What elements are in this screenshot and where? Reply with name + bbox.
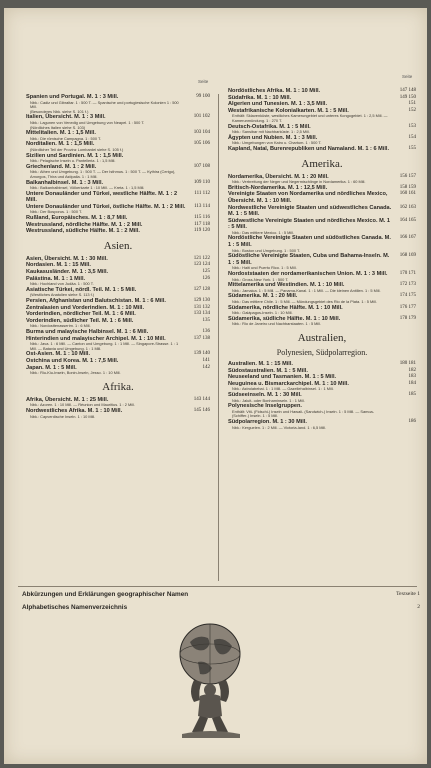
entry-title: Mittelitalien. M. 1 : 1,5 Mill. xyxy=(26,130,96,137)
index-entry xyxy=(228,316,416,327)
index-entry xyxy=(26,204,210,215)
entry-title: Rußland, Europäisches. M. 1 : 8,7 Mill. xyxy=(26,215,128,222)
entry-title: Asiatische Türkei, nördl. Teil. M. 1 : 5 Mill. xyxy=(26,286,137,293)
entry-title: Kaukasusländer. M. 1 : 3,5 Mill. xyxy=(26,269,109,276)
entry-note: Nbk.: Rio de Janeiro und Nachbarstaaten. 1 : 5 Mill. xyxy=(232,321,322,327)
entry-note: Nbk.: Das mittlere Chile. 1 : 5 Mill. — Mündungsgebiet des Rio de la Plata. 1 : 5 Mill. xyxy=(232,299,377,304)
entry-pages: 111 112 xyxy=(194,190,210,196)
entry-title: Persien, Afghanistan und Balutschistan. M. 1 : 6 Mill. xyxy=(26,298,166,304)
entry-pages: 127 128 xyxy=(193,286,210,292)
entry-title: Algerien und Tunesien. M. 1 : 3,5 Mill. xyxy=(228,101,328,108)
entry-note: Nbk.: Das mittlere Mexico. 1 : 5 Mill. xyxy=(232,229,295,235)
entry-note: Nbk.: Jamaica. 1 : 5 Mill. — Panama-Kanal. 1 : 1 Mill. — Die kleinen Antillen. 1 : 5 Mill. xyxy=(232,287,381,293)
entry-title: Nordasien. M. 1 : 15 Mill. xyxy=(26,262,91,269)
entry-title: Untere Donauländer und Türkei, östliche Hälfte. M. 1 : 2 Mill. xyxy=(26,203,186,210)
entry-title: Westrussland, nördliche Hälfte. M. 1 : 2 Mill. xyxy=(26,221,143,228)
index-entry xyxy=(26,397,210,408)
entry-title: Ostchina und Korea. M. 1 : 7,5 Mill. xyxy=(26,357,119,364)
entry-note: Nbk.: Umgebungen von Kairo u. Chartum. 1 : 500 T. xyxy=(232,140,322,146)
entry-title: Südseeinseln. M. 1 : 30 Mill. xyxy=(228,391,302,398)
entry-pages: 142 xyxy=(202,364,210,370)
entry-pages: 113 114 xyxy=(194,203,210,209)
entry-title: Australien. M. 1 : 15 Mill. xyxy=(228,360,293,367)
index-entry xyxy=(26,351,210,358)
index-entry xyxy=(26,191,210,204)
index-entry xyxy=(228,253,416,271)
entry-note: Nbk.: Riu-Kiu-Inseln, Bonin-Inseln, Jesso. 1 : 10 Mill. xyxy=(30,370,121,376)
entry-title: Griechenland. M. 1 : 2 Mill. xyxy=(26,163,97,170)
index-entry xyxy=(228,374,416,381)
entry-pages: 182 xyxy=(408,367,416,373)
entry-note: Nbk.: Astrolabebai. 1 : 1 Mill. — Gazellehalbinsel. 1 : 1 Mill. xyxy=(232,386,334,392)
index-entry xyxy=(26,153,210,164)
entry-title: Balkanhalbinsel. M. 1 : 3 Mill. xyxy=(26,179,104,186)
index-entry xyxy=(228,185,416,192)
entry-pages: 176 177 xyxy=(399,304,416,310)
entry-title: Deutsch-Ostafrika. M. 1 : 5 Mill. xyxy=(228,123,311,130)
entry-pages: 155 xyxy=(408,145,416,151)
entry-title: Vereinigte Staaten von Nordamerika und nördliches Mexico, Übersicht. M. 1 : 10 Mill. xyxy=(228,191,388,204)
entry-title: Spanien und Portugal. M. 1 : 3 Mill. xyxy=(26,94,119,100)
index-entry xyxy=(228,368,416,375)
entry-note: (Nördlicher Teil der Provinz Lombardei siehe S. 105 f.) xyxy=(30,146,124,152)
entry-title: Nordamerika, Übersicht. M. 1 : 20 Mill. xyxy=(228,173,329,180)
entry-note: Nbk.: Sansibar mit Nachbarküste. 1 : 2,5 Mill. xyxy=(232,129,310,135)
index-entry xyxy=(26,164,210,180)
entry-title: Südamerika. M. 1 : 20 Mill. xyxy=(228,293,298,300)
entry-note: (Nördliches Italien siehe S. 103) xyxy=(30,124,86,130)
index-entry xyxy=(26,222,210,229)
entry-note: Nbk.: Haiti und Puerto Rico. 1 : 5 Mill. xyxy=(232,265,297,271)
footer-divider xyxy=(18,586,417,587)
entry-note: Nbk.: Hochland von Judäa. 1 : 500 T. xyxy=(30,281,94,287)
entry-pages: 172 173 xyxy=(399,282,416,288)
index-entry xyxy=(26,180,210,191)
index-entry xyxy=(228,392,416,403)
entry-pages: 99 100 xyxy=(196,94,210,99)
entry-note: (Westliches Anatolien siehe S. 113 f.) xyxy=(30,292,95,298)
index-entry xyxy=(26,256,210,263)
entry-note: Nbk.: Athen und Umgebung. 1 : 500 T. — Der Isthmus. 1 : 500 T. — Kythira (Cerigo), Amorgos, Thira und Astipalia. 1 : 1 Mill. xyxy=(30,169,176,179)
footer-abbrev-label: Abkürzungen und Erklärungen geographischer Namen xyxy=(22,591,189,598)
entry-pages: 103 104 xyxy=(193,130,210,136)
left-column xyxy=(26,94,210,419)
entry-title: Westafrikanische Kolonialkarten. M. 1 : 5 Mill. xyxy=(228,107,349,114)
entry-note: Nbk.: Der Bosporus. 1 : 500 T. xyxy=(30,209,83,215)
index-entry xyxy=(228,403,416,419)
index-entry xyxy=(228,282,416,293)
index-entry xyxy=(228,419,416,430)
right-column xyxy=(228,88,416,430)
index-entry xyxy=(26,311,210,318)
entry-pages: 178 179 xyxy=(399,315,416,321)
index-entry xyxy=(228,205,416,218)
entry-note: (Besonderes Nbk. siehe S. 101 f.) xyxy=(30,108,89,114)
index-entry xyxy=(26,318,210,329)
entry-note: Nbk.: Capverdische Inseln. 1 : 10 Mill. xyxy=(30,413,96,419)
column-divider xyxy=(218,94,219,581)
entry-note: Nbk.: Java. 1 : 6 Mill. — Canton und Umgebung. 1 : 1 Mill. — Singapore-Strasse. 1 : 1 Mill. — Batavia und Umgebung. 1 : 1 Mill. xyxy=(30,341,179,351)
entry-note: Nbk.: Nordosttenasserim. 1 : 6 Mill. xyxy=(30,323,91,329)
index-entry xyxy=(26,130,210,141)
entry-title: Sizilien und Sardinien. M. 1 : 1,5 Mill. xyxy=(26,152,124,159)
index-entry xyxy=(26,114,210,130)
index-entry xyxy=(26,358,210,365)
entry-note: Nbk.: Lagunen von Venedig und Umgebung von Neapel. 1 : 500 T. xyxy=(30,119,145,125)
entry-pages: 136 xyxy=(202,328,210,334)
entry-title: Neuseeland und Tasmanien. M. 1 : 5 Mill. xyxy=(228,374,337,381)
index-entry xyxy=(26,94,210,114)
footer-index-page: 2 xyxy=(417,604,420,610)
entry-pages: 145 146 xyxy=(193,407,210,413)
entry-title: Ägypten und Nubien. M. 1 : 3 Mill. xyxy=(228,134,318,141)
entry-pages: 185 xyxy=(408,391,416,397)
entry-pages: 125 xyxy=(202,269,210,275)
entry-title: Japan. M. 1 : 5 Mill. xyxy=(26,364,77,371)
entry-note: Enthält: Sklavenküste, westliches Kamerungebiet und unteres Kongogebiet. 1 : 2,5 Mill. — Kamerunmündung. 1 : 270 T. xyxy=(232,113,388,123)
entry-title: Südamerika, südliche Hälfte. M. 1 : 10 Mill. xyxy=(228,315,341,322)
index-entry xyxy=(228,293,416,304)
entry-title: Südamerika, nördliche Hälfte. M. 1 : 10 Mill. xyxy=(228,304,343,311)
index-entry xyxy=(26,365,210,376)
index-entry xyxy=(26,276,210,287)
entry-title: Zentralasien und Vorderindien. M. 1 : 10 Mill. xyxy=(26,304,145,311)
index-entry xyxy=(26,262,210,269)
page-header-right: Seite xyxy=(402,74,413,79)
index-entry xyxy=(26,287,210,298)
entry-pages: 166 167 xyxy=(399,235,416,241)
entry-pages: 119 120 xyxy=(193,228,210,234)
footer-line-abbreviations xyxy=(22,591,420,598)
entry-pages: 153 xyxy=(408,123,416,129)
index-entry xyxy=(228,235,416,253)
entry-note: Nbk.: Boston und Umgebung. 1 : 500 T. xyxy=(232,247,301,253)
index-entry xyxy=(228,146,416,153)
entry-title: Vorderindien, südlicher Teil. M. 1 : 6 Mill. xyxy=(26,317,134,324)
entry-title: Nordöstliches Afrika. M. 1 : 10 Mill. xyxy=(228,88,321,94)
entry-title: Nordöstliche Vereinigte Staaten und südöstliches Canada. M. 1 : 5 Mill. xyxy=(228,235,391,249)
entry-pages: 160 161 xyxy=(399,191,416,197)
index-entry xyxy=(26,305,210,312)
entry-title: Hinterindien und malayischer Archipel. M. 1 : 10 Mill. xyxy=(26,335,166,342)
entry-title: Norditalien. M. 1 : 1,5 Mill. xyxy=(26,141,95,148)
entry-note: Nbk.: Gross-New York. 1 : 500 T. xyxy=(232,276,289,282)
entry-title: Nordwestliche Vereinigte Staaten und südwestliches Canada. M. 1 : 5 Mill. xyxy=(228,204,392,218)
entry-title: Neuguinea u. Bismarckarchipel. M. 1 : 10 Mill. xyxy=(228,380,349,387)
entry-title: Britisch-Nordamerika. M. 1 : 12,5 Mill. xyxy=(228,184,328,191)
entry-pages: 162 163 xyxy=(399,204,416,210)
index-entry xyxy=(26,336,210,352)
footer-index-label: Alphabetisches Namenverzeichnis xyxy=(22,604,128,611)
entry-title: Südpolarregion. M. 1 : 30 Mill. xyxy=(228,418,307,425)
entry-pages: 121 122 xyxy=(193,255,210,261)
entry-pages: 184 xyxy=(408,380,416,386)
entry-note: Nbk.: Cadiz und Gibraltar. 1 : 500 T. — Spanische und portugiesische Kolonien 1 : 500 Mill. xyxy=(30,99,179,110)
footer-line-index xyxy=(22,604,420,611)
entry-pages: 101 102 xyxy=(193,114,210,120)
entry-pages: 109 110 xyxy=(193,179,210,185)
entry-title: Burma und malayische Halbinsel. M. 1 : 6 Mill. xyxy=(26,328,149,335)
section-heading: Amerika. xyxy=(301,157,343,170)
entry-pages: 156 157 xyxy=(399,173,416,179)
entry-pages: 139 140 xyxy=(193,351,210,357)
entry-title: Südöstliche Vereinigte Staaten, Cuba und Bahama-Inseln. M. 1 : 5 Mill. xyxy=(228,253,390,266)
entry-pages: 149 150 xyxy=(399,94,416,100)
page-header-left: Seite xyxy=(198,79,209,84)
entry-note: Nbk.: Galápagos-Inseln. 1 : 10 Mill. xyxy=(232,310,293,316)
entry-pages: 174 175 xyxy=(399,293,416,299)
index-entry xyxy=(228,88,416,95)
index-entry xyxy=(228,135,416,146)
entry-title: Südwestliche Vereinigte Staaten und nördliches Mexico. M. 1 : 5 Mill. xyxy=(228,217,390,231)
entry-note: Nbk.: Kerguelen. 1 : 2 Mill. — Victoria-land. 1 : 6,5 Mill. xyxy=(232,424,327,430)
entry-title: Asien, Übersicht. M. 1 : 30 Mill. xyxy=(26,255,108,262)
entry-pages: 131 132 xyxy=(193,304,210,310)
index-entry xyxy=(228,271,416,282)
index-entry xyxy=(228,101,416,108)
section-heading: Asien. xyxy=(103,239,133,252)
entry-title: Kapland, Natal, Burenrepubliken und Namaland. M. 1 : 6 Mill. xyxy=(228,145,390,152)
section-heading: Afrika. xyxy=(102,380,134,393)
entry-pages: 143 144 xyxy=(193,396,210,402)
index-entry xyxy=(228,381,416,392)
entry-title: Untere Donauländer und Türkei, westliche Hälfte. M. 1 : 2 Mill. xyxy=(26,190,178,204)
entry-pages: 105 106 xyxy=(193,141,210,147)
entry-pages: 141 xyxy=(202,357,210,363)
entry-title: Südafrika. M. 1 : 10 Mill. xyxy=(228,94,292,101)
index-entry xyxy=(26,408,210,419)
footer-abbrev-page: Textseite 1 xyxy=(396,591,420,597)
entry-note: Nbk.: Balkanhalbinsel, Völkerkarte 1 : 10 Mill. — Kreta. 1 : 1,5 Mill. xyxy=(30,185,145,191)
atlas-index-page xyxy=(4,8,427,764)
entry-title: Afrika, Übersicht. M. 1 : 25 Mill. xyxy=(26,396,109,403)
entry-pages: 186 xyxy=(408,418,416,424)
index-entry xyxy=(26,329,210,336)
entry-title: Ost-Asien. M. 1 : 10 Mill. xyxy=(26,351,91,358)
entry-pages: 117 118 xyxy=(194,221,210,227)
entry-pages: 168 169 xyxy=(399,253,416,259)
index-entry xyxy=(228,174,416,185)
index-entry xyxy=(26,298,210,305)
entry-pages: 152 xyxy=(408,107,416,113)
index-entry xyxy=(26,141,210,152)
entry-pages: 137 138 xyxy=(193,335,210,341)
entry-title: Vorderindien, nördlicher Teil. M. 1 : 6 Mill. xyxy=(26,311,136,318)
entry-note: Enthält: Viti- (Fidschi-) Inseln und Hawaii- (Sandwich-) Inseln. 1 : 5 Mill. — Samoa- (Schiffer-) Inseln. 1 : 5 Mill. xyxy=(232,408,374,419)
entry-pages: 180 181 xyxy=(399,360,416,366)
entry-note: Nbk.: Pelagische Inseln u. Pantelleria. 1 : 1,5 Mill. xyxy=(30,158,116,164)
entry-note: Nbk.: Azoren. 1 : 10 Mill. — Réunion und Mauritius. 1 : 2 Mill. xyxy=(30,402,135,408)
entry-pages: 158 159 xyxy=(399,184,416,190)
entry-pages: 133 134 xyxy=(193,311,210,317)
index-entry xyxy=(26,228,210,235)
entry-pages: 170 171 xyxy=(399,271,416,277)
index-entry xyxy=(26,269,210,276)
entry-title: Nordoststaaten der nordamerikanischen Union. M. 1 : 3 Mill. xyxy=(228,271,388,278)
entry-pages: 126 xyxy=(202,275,210,281)
index-entry xyxy=(228,191,416,204)
index-entry xyxy=(228,218,416,236)
entry-note: Nbk.: Die römische Campagna. 1 : 500 T. xyxy=(30,135,102,141)
entry-pages: 123 124 xyxy=(193,262,210,268)
entry-pages: 151 xyxy=(408,101,416,107)
section-subheading: Polynesien, Südpolarregion. xyxy=(276,347,368,357)
entry-pages: 164 165 xyxy=(399,217,416,223)
entry-title: Italien, Übersicht. M. 1 : 3 Mill. xyxy=(26,114,106,121)
index-entry xyxy=(228,108,416,124)
entry-pages: 183 xyxy=(408,374,416,380)
index-entry xyxy=(26,215,210,222)
section-heading: Australien, xyxy=(297,331,347,344)
entry-pages: 147 148 xyxy=(399,88,416,93)
entry-note: Nbk.: Jaluit- oder Bonhaminseln. 1 : 1 Mill. xyxy=(232,397,305,403)
entry-pages: 135 xyxy=(202,317,210,323)
index-entry xyxy=(228,361,416,368)
atlas-globe-emblem xyxy=(164,620,256,740)
index-entry xyxy=(228,124,416,135)
entry-pages: 107 108 xyxy=(193,163,210,169)
entry-note: Nbk.: Verbreitung der Neger und Negermischlinge in Nordamerika. 1 : 60 Mill. xyxy=(232,179,366,185)
entry-title: Mittelamerika und Westindien. M. 1 : 10 Mill. xyxy=(228,282,345,289)
entry-title: Südostaustralien. M. 1 : 5 Mill. xyxy=(228,367,308,374)
entry-pages: 129 130 xyxy=(193,298,210,303)
index-entry xyxy=(228,95,416,102)
index-entry xyxy=(228,305,416,316)
entry-pages: 154 xyxy=(408,134,416,140)
entry-title: Polynesische Inselgruppen. xyxy=(228,403,302,410)
entry-title: Westrussland, südliche Hälfte. M. 1 : 2 Mill. xyxy=(26,228,140,235)
entry-title: Palästina. M. 1 : 1 Mill. xyxy=(26,275,86,282)
entry-title: Nordwestliches Afrika. M. 1 : 10 Mill. xyxy=(26,407,123,414)
entry-pages: 115 116 xyxy=(194,215,210,221)
